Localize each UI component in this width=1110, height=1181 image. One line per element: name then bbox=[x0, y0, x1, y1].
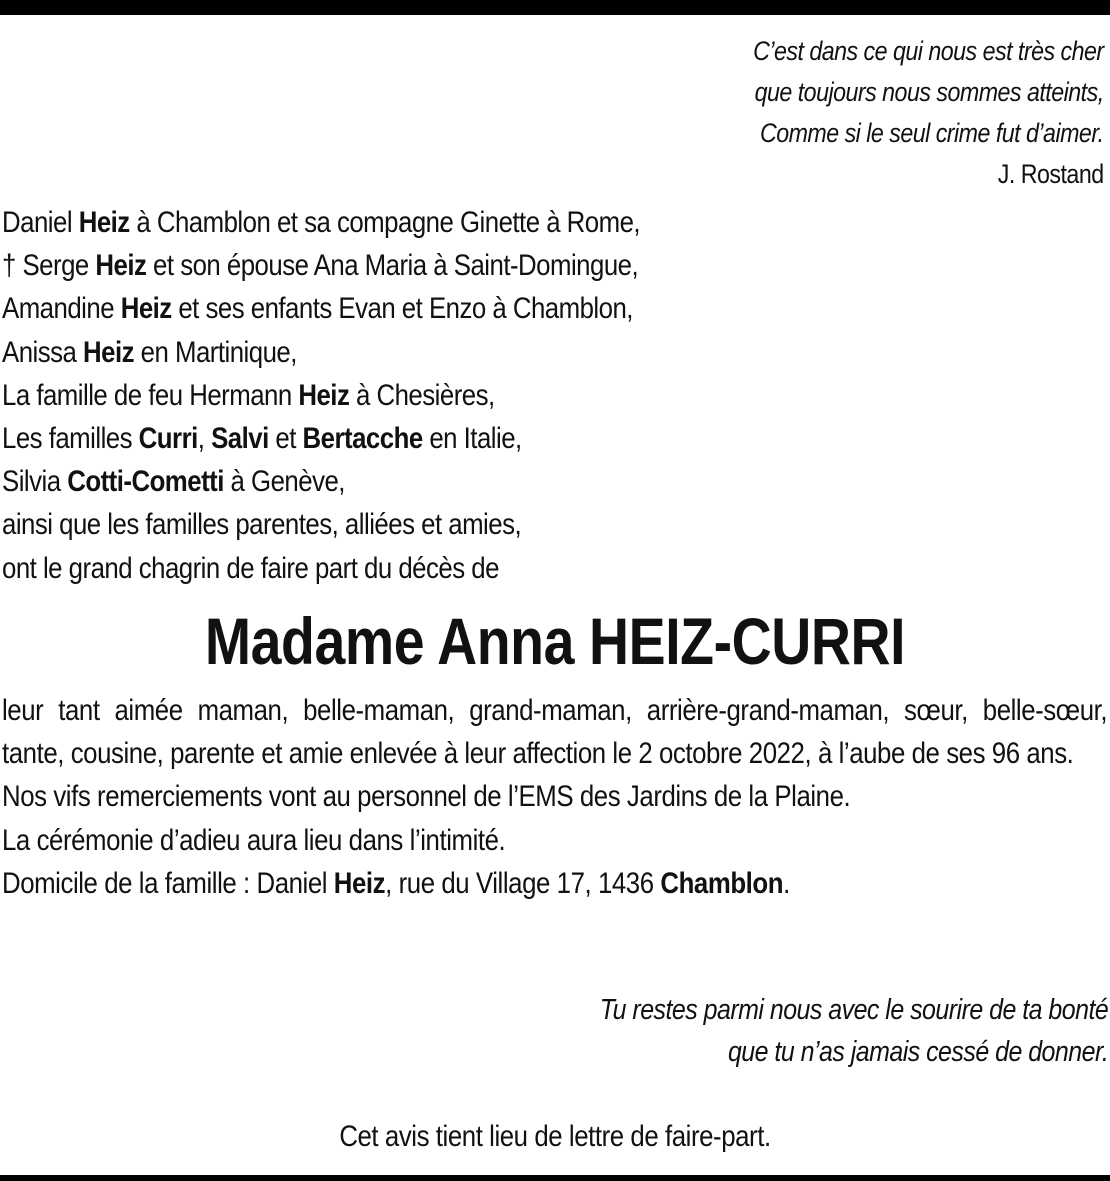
epigraph-line: C’est dans ce qui nous est très cher bbox=[753, 36, 1104, 66]
family-list bbox=[2, 201, 640, 590]
family-text: , bbox=[197, 422, 212, 456]
domicile-surname: Heiz bbox=[333, 866, 386, 900]
domicile-text: Domicile de la famille : Daniel bbox=[2, 866, 334, 900]
family-text: et ses enfants Evan et Enzo à Chamblon, bbox=[171, 292, 633, 326]
top-border-rule bbox=[0, 0, 1110, 15]
family-line: ainsi que les familles parentes, alliées et amies, bbox=[2, 508, 522, 542]
domicile-town: Chamblon bbox=[660, 866, 784, 900]
closing-quote bbox=[600, 989, 1108, 1073]
family-line bbox=[2, 287, 640, 330]
family-text: en Italie, bbox=[422, 422, 522, 456]
family-surname: Heiz bbox=[95, 249, 147, 283]
tribute-paragraph: leur tant aimée maman, belle-maman, grand-maman, arrière-grand-maman, sœur, belle-sœur, tante, cousine, parente et amie enlevée à leur affection le 2 octobre 2022, à l’aube de ses 96 ans. bbox=[2, 694, 1108, 771]
family-surname: Cotti-Cometti bbox=[67, 465, 224, 499]
epigraph-line: que toujours nous sommes atteints, bbox=[754, 77, 1104, 107]
family-surname: Heiz bbox=[78, 206, 130, 239]
family-text: et son épouse Ana Maria à Saint-Domingue, bbox=[146, 249, 639, 283]
family-line bbox=[2, 374, 640, 417]
notice-line: Cet avis tient lieu de lettre de faire-part. bbox=[339, 1120, 771, 1153]
family-text: en Martinique, bbox=[133, 335, 297, 369]
epigraph-author: J. Rostand bbox=[998, 159, 1104, 189]
ceremony-line: La cérémonie d’adieu aura lieu dans l’intimité. bbox=[2, 823, 506, 857]
family-line bbox=[2, 417, 640, 460]
family-line bbox=[2, 331, 640, 374]
family-text: à Chamblon et sa compagne Ginette à Rome, bbox=[129, 206, 641, 239]
family-text: Anissa bbox=[2, 335, 84, 369]
family-text: Les familles bbox=[2, 422, 139, 456]
announcement-body bbox=[2, 689, 1107, 905]
family-text: et bbox=[268, 422, 303, 456]
family-line bbox=[2, 244, 640, 287]
family-line bbox=[2, 201, 640, 244]
family-text: à Chesières, bbox=[349, 378, 495, 412]
thanks-line: Nos vifs remerciements vont au personnel de l’EMS des Jardins de la Plaine. bbox=[2, 780, 851, 814]
family-surname: Heiz bbox=[83, 335, 134, 369]
family-line bbox=[2, 460, 640, 503]
family-surname: Heiz bbox=[120, 292, 172, 326]
epigraph-line: Comme si le seul crime fut d’aimer. bbox=[760, 118, 1104, 148]
family-text: La famille de feu Hermann bbox=[2, 378, 299, 412]
family-line: ont le grand chagrin de faire part du décès de bbox=[2, 551, 499, 585]
closing-quote-line: Tu restes parmi nous avec le sourire de ta bonté bbox=[599, 994, 1108, 1026]
closing-quote-line: que tu n’as jamais cessé de donner. bbox=[727, 1036, 1108, 1068]
family-surname: Bertacche bbox=[302, 422, 423, 456]
family-text: Silvia bbox=[2, 465, 68, 499]
epigraph bbox=[753, 31, 1104, 195]
deceased-name: Madame Anna HEIZ-CURRI bbox=[204, 604, 906, 678]
family-surname: Curri bbox=[138, 422, 198, 456]
bottom-border-rule bbox=[0, 1175, 1110, 1181]
family-text: Daniel bbox=[2, 206, 79, 239]
family-text: † Serge bbox=[2, 249, 96, 283]
family-text: à Genève, bbox=[223, 465, 345, 499]
domicile-text: , rue du Village 17, 1436 bbox=[385, 866, 661, 900]
domicile-text: . bbox=[783, 866, 790, 900]
family-text: Amandine bbox=[2, 292, 121, 326]
domicile-line bbox=[2, 862, 1107, 905]
family-surname: Heiz bbox=[298, 378, 350, 412]
family-surname: Salvi bbox=[211, 422, 269, 456]
